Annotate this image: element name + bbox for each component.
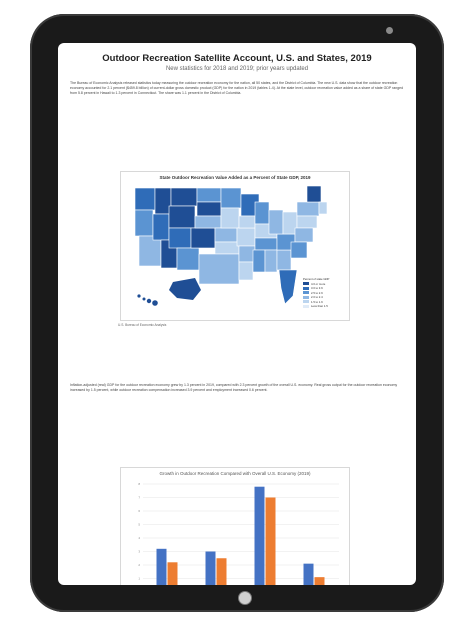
legend-label: 4.0 or more	[311, 281, 326, 286]
map-title: State Outdoor Recreation Value Added as a Percent of State GDP, 2019	[159, 175, 311, 180]
page-subtitle: New statistics for 2018 and 2019; prior years updated	[165, 66, 309, 72]
home-button[interactable]	[238, 591, 252, 605]
chart-bar	[217, 558, 227, 585]
y-tick-label: 2	[138, 563, 140, 567]
legend-swatch	[303, 296, 309, 299]
legend-label: 3.0 to 3.9	[311, 286, 323, 291]
legend-label: 1.5 to 1.9	[311, 299, 323, 304]
growth-paragraph: Inflation-adjusted (real) GDP for the outdoor recreation economy grew by 1.3 percent in 2019, compared with 2.3 percent growth of the overall U.S. economy. Real gross output for the outdoor recreation economy increased by 1.5 percent, while outdoor recreation compensation increased 3.9 percent and employment increased 0.6 percent.	[70, 383, 398, 392]
state-map-figure	[120, 171, 350, 321]
map-legend	[303, 278, 347, 316]
chart-bar	[255, 487, 265, 585]
chart-bar	[157, 549, 167, 585]
intro-paragraph: The Bureau of Economic Analysis released statistics today measuring the outdoor recreation economy for the nation, all 50 states, and the District of Columbia. The new U.S. data show that the outdoor recreation economy accounted for 2.1 percent ($459.8 billion) of current-dollar gross domestic product (GDP) for the nation in 2019 (tables 1-4). At the state level, outdoor recreation value added as a share of state GDP ranged from 5.8 percent in Hawaii to 1.3 percent in Connecticut. The share was 1.1 percent in the District of Columbia.	[70, 81, 404, 95]
chart-bar	[304, 564, 314, 585]
front-camera	[386, 27, 393, 34]
chart-title: Growth in Outdoor Recreation Compared with Overall U.S. Economy (2019)	[159, 471, 311, 476]
legend-swatch	[303, 300, 309, 303]
legend-label: 2.5 to 2.9	[311, 290, 323, 295]
chart-bar	[315, 577, 325, 585]
map-hawaii	[137, 294, 157, 305]
growth-chart-figure	[120, 467, 350, 594]
y-tick-label: 6	[138, 509, 140, 513]
map-contiguous-us	[135, 186, 327, 304]
y-tick-label: 8	[138, 482, 140, 486]
legend-item	[303, 304, 347, 309]
tablet-screen	[58, 43, 416, 594]
y-tick-label: 5	[138, 522, 140, 527]
legend-label: Less than 1.5	[311, 304, 328, 309]
legend-label: 2.0 to 2.4	[311, 295, 323, 300]
bar-chart: 012345678	[121, 468, 349, 585]
tablet-frame	[30, 14, 444, 612]
map-source-note: U.S. Bureau of Economic Analysis	[118, 323, 167, 327]
chart-bar	[168, 562, 178, 585]
legend-swatch	[303, 305, 309, 308]
page-title: Outdoor Recreation Satellite Account, U.S. and States, 2019	[102, 53, 372, 64]
legend-swatch	[303, 291, 309, 294]
legend-swatch	[303, 282, 309, 285]
legend-swatch	[303, 287, 309, 290]
y-tick-label: 1	[138, 576, 140, 581]
legend-title: Percent of state GDP	[303, 277, 330, 281]
y-tick-label: 3	[138, 549, 140, 554]
y-tick-label: 7	[138, 495, 140, 500]
chart-bar	[206, 552, 216, 586]
map-alaska	[169, 278, 201, 300]
y-tick-label: 4	[138, 536, 140, 540]
chart-bar	[266, 498, 276, 586]
